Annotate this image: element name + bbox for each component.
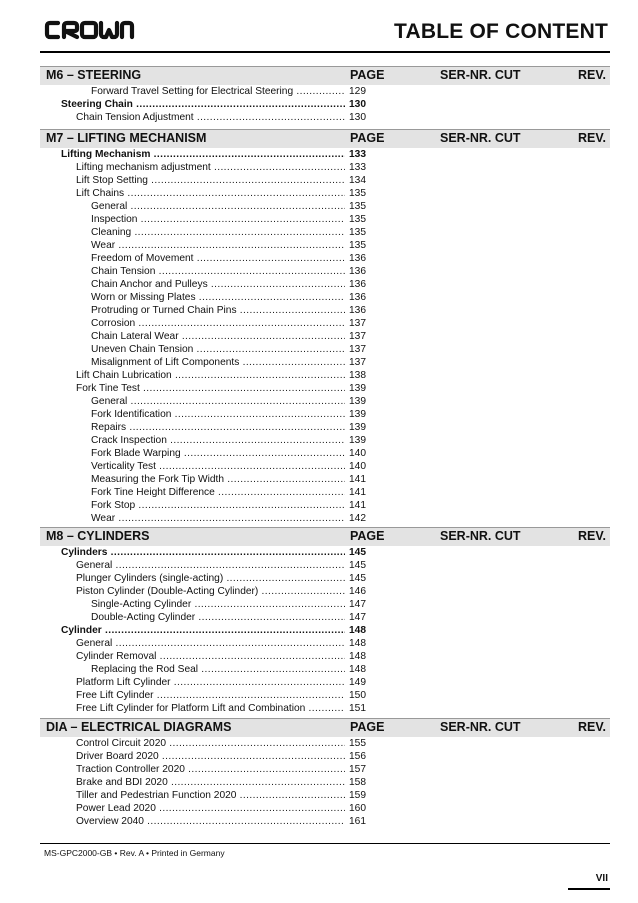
section-title: M7 – LIFTING MECHANISM [46,131,207,145]
entry-title: Cylinder ..... [61,624,345,637]
toc-entry[interactable] [40,421,610,434]
entry-title: Driver Board 2020 ..... [76,750,345,763]
entry-title: Worn or Missing Plates ..... [91,291,345,304]
entry-page: 135 [349,240,366,251]
toc-entry[interactable] [40,343,610,356]
toc-entry[interactable] [40,265,610,278]
column-rev: REV. [577,68,606,82]
toc-entry[interactable] [40,317,610,330]
column-ser-nr-cut: SER-NR. CUT [440,720,521,734]
entry-title: Chain Anchor and Pulleys ..... [91,278,345,291]
toc-entry[interactable] [40,395,610,408]
section-title: DIA – ELECTRICAL DIAGRAMS [46,720,232,734]
page-title: TABLE OF CONTENT [394,20,608,43]
entry-page: 136 [349,292,366,303]
page-number-rule [568,888,610,890]
entry-page: 137 [349,318,366,329]
column-page: PAGE [350,529,385,543]
entry-title: Cylinders ..... [61,546,345,559]
entry-page: 139 [349,422,366,433]
entry-title: Lift Stop Setting ..... [76,174,345,187]
entry-title: Corrosion ..... [91,317,345,330]
entry-page: 140 [349,461,366,472]
entry-title: Lift Chain Lubrication ..... [76,369,345,382]
toc-entry[interactable] [40,369,610,382]
page-number: VII [595,873,608,884]
toc-entry[interactable] [40,252,610,265]
toc-section [40,527,610,715]
toc-entry[interactable] [40,512,610,525]
entry-page: 133 [349,162,366,173]
section-title: M6 – STEERING [46,68,142,82]
entry-title: Cylinder Removal ..... [76,650,345,663]
entry-title: Forward Travel Setting for Electrical Steering ..... [91,85,345,98]
toc-entry[interactable] [40,802,610,815]
entry-page: 135 [349,188,366,199]
toc-entry[interactable] [40,637,610,650]
entry-title: Double-Acting Cylinder ..... [91,611,345,624]
entry-page: 136 [349,253,366,264]
entry-title: Cleaning ..... [91,226,345,239]
entry-page: 161 [349,816,366,827]
column-rev: REV. [577,131,606,145]
entry-page: 136 [349,279,366,290]
entry-title: Piston Cylinder (Double-Acting Cylinder) ..... [76,585,345,598]
column-ser-nr-cut: SER-NR. CUT [440,68,521,82]
footer-text: MS-GPC2000-GB • Rev. A • Printed in Germany [44,848,225,858]
entry-title: Freedom of Movement ..... [91,252,345,265]
toc-entry[interactable] [40,611,610,624]
entry-page: 148 [349,625,366,636]
column-page: PAGE [350,68,385,82]
toc-entry[interactable] [40,291,610,304]
toc-entry[interactable] [40,187,610,200]
toc-entry[interactable] [40,460,610,473]
entry-page: 146 [349,586,366,597]
entry-page: 151 [349,703,366,714]
toc-entry[interactable] [40,676,610,689]
entry-title: Platform Lift Cylinder ..... [76,676,345,689]
toc-entry[interactable] [40,111,610,124]
entry-page: 139 [349,409,366,420]
entry-page: 141 [349,487,366,498]
entry-title: Wear ..... [91,239,345,252]
toc-section [40,718,610,828]
entry-title: Fork Tine Test ..... [76,382,345,395]
toc-entry[interactable] [40,473,610,486]
entry-page: 158 [349,777,366,788]
toc-entry[interactable] [40,546,610,559]
entry-page: 137 [349,331,366,342]
column-rev: REV. [577,529,606,543]
entry-page: 140 [349,448,366,459]
entry-title: Lifting Mechanism ..... [61,148,345,161]
entry-page: 142 [349,513,366,524]
entry-title: General ..... [91,200,345,213]
entry-title: Repairs ..... [91,421,345,434]
section-header [40,718,610,737]
entry-title: Steering Chain ..... [61,98,345,111]
column-page: PAGE [350,720,385,734]
toc-entry[interactable] [40,763,610,776]
section-header [40,527,610,546]
entry-title: Fork Tine Height Difference ..... [91,486,345,499]
entry-title: Crack Inspection ..... [91,434,345,447]
entry-page: 141 [349,500,366,511]
entry-page: 139 [349,435,366,446]
entry-page: 159 [349,790,366,801]
entry-title: Lifting mechanism adjustment ..... [76,161,345,174]
footer-rule [40,843,610,844]
entry-title: Chain Tension ..... [91,265,345,278]
entry-page: 138 [349,370,366,381]
entry-page: 156 [349,751,366,762]
entry-page: 149 [349,677,366,688]
toc-entry[interactable] [40,85,610,98]
toc-entry[interactable] [40,213,610,226]
entry-page: 139 [349,383,366,394]
toc-entry[interactable] [40,200,610,213]
column-ser-nr-cut: SER-NR. CUT [440,131,521,145]
entry-title: Free Lift Cylinder for Platform Lift and Combination ..... [76,702,345,715]
column-page: PAGE [350,131,385,145]
entry-title: Free Lift Cylinder ..... [76,689,345,702]
toc-entry[interactable] [40,815,610,828]
entry-page: 147 [349,612,366,623]
toc-entry[interactable] [40,330,610,343]
section-title: M8 – CYLINDERS [46,529,150,543]
section-header [40,66,610,85]
toc-section [40,129,610,525]
entry-title: Chain Tension Adjustment ..... [76,111,345,124]
toc-entry[interactable] [40,278,610,291]
entry-title: Plunger Cylinders (single-acting) ..... [76,572,345,585]
entry-page: 134 [349,175,366,186]
entry-page: 137 [349,344,366,355]
entry-page: 160 [349,803,366,814]
column-rev: REV. [577,720,606,734]
entry-title: Verticality Test ..... [91,460,345,473]
entry-page: 155 [349,738,366,749]
toc-entry[interactable] [40,598,610,611]
entry-title: Lift Chains ..... [76,187,345,200]
entry-title: Traction Controller 2020 ..... [76,763,345,776]
entry-title: Fork Stop ..... [91,499,345,512]
toc-entry[interactable] [40,408,610,421]
entry-title: Control Circuit 2020 ..... [76,737,345,750]
entry-page: 157 [349,764,366,775]
entry-title: Misalignment of Lift Components ..... [91,356,345,369]
toc-section [40,66,610,124]
entry-page: 135 [349,227,366,238]
toc-entry[interactable] [40,559,610,572]
entry-page: 148 [349,651,366,662]
entry-page: 136 [349,266,366,277]
entry-title: Single-Acting Cylinder ..... [91,598,345,611]
toc-entry[interactable] [40,434,610,447]
toc-entry[interactable] [40,702,610,715]
toc-entry[interactable] [40,499,610,512]
toc-entry[interactable] [40,356,610,369]
entry-title: Measuring the Fork Tip Width ..... [91,473,345,486]
entry-title: Brake and BDI 2020 ..... [76,776,345,789]
entry-page: 129 [349,86,366,97]
entry-page: 148 [349,638,366,649]
toc-entry[interactable] [40,239,610,252]
toc-entry[interactable] [40,789,610,802]
toc-entry[interactable] [40,650,610,663]
toc-entry[interactable] [40,624,610,637]
entry-title: Protruding or Turned Chain Pins ..... [91,304,345,317]
entry-page: 145 [349,547,366,558]
entry-title: Power Lead 2020 ..... [76,802,345,815]
toc-entry[interactable] [40,98,610,111]
column-ser-nr-cut: SER-NR. CUT [440,529,521,543]
entry-page: 145 [349,573,366,584]
entry-title: General ..... [76,559,345,572]
entry-page: 130 [349,112,366,123]
header-rule [40,51,610,53]
toc-entry[interactable] [40,689,610,702]
entry-page: 136 [349,305,366,316]
toc-entry[interactable] [40,382,610,395]
entry-title: General ..... [76,637,345,650]
toc-entry[interactable] [40,304,610,317]
crown-logo [44,18,136,42]
entry-title: Inspection ..... [91,213,345,226]
entry-page: 137 [349,357,366,368]
entry-title: Fork Blade Warping ..... [91,447,345,460]
entry-page: 150 [349,690,366,701]
toc-entry[interactable] [40,776,610,789]
section-header [40,129,610,148]
toc-entry[interactable] [40,572,610,585]
entry-title: Tiller and Pedestrian Function 2020 ..... [76,789,345,802]
entry-title: Replacing the Rod Seal ..... [91,663,345,676]
entry-page: 145 [349,560,366,571]
toc-entry[interactable] [40,447,610,460]
entry-title: Uneven Chain Tension ..... [91,343,345,356]
toc-entry[interactable] [40,663,610,676]
entry-title: Chain Lateral Wear ..... [91,330,345,343]
toc-entry[interactable] [40,737,610,750]
entry-title: General ..... [91,395,345,408]
toc-entry[interactable] [40,585,610,598]
entry-page: 130 [349,99,366,110]
toc-entry[interactable] [40,226,610,239]
toc-entry[interactable] [40,174,610,187]
toc-entry[interactable] [40,148,610,161]
toc-entry[interactable] [40,750,610,763]
entry-page: 148 [349,664,366,675]
entry-page: 139 [349,396,366,407]
entry-page: 147 [349,599,366,610]
entry-title: Overview 2040 ..... [76,815,345,828]
entry-title: Fork Identification ..... [91,408,345,421]
page-header [40,16,610,46]
entry-page: 141 [349,474,366,485]
toc-entry[interactable] [40,486,610,499]
entry-page: 135 [349,201,366,212]
entry-title: Wear ..... [91,512,345,525]
toc-entry[interactable] [40,161,610,174]
entry-page: 135 [349,214,366,225]
entry-page: 133 [349,149,366,160]
